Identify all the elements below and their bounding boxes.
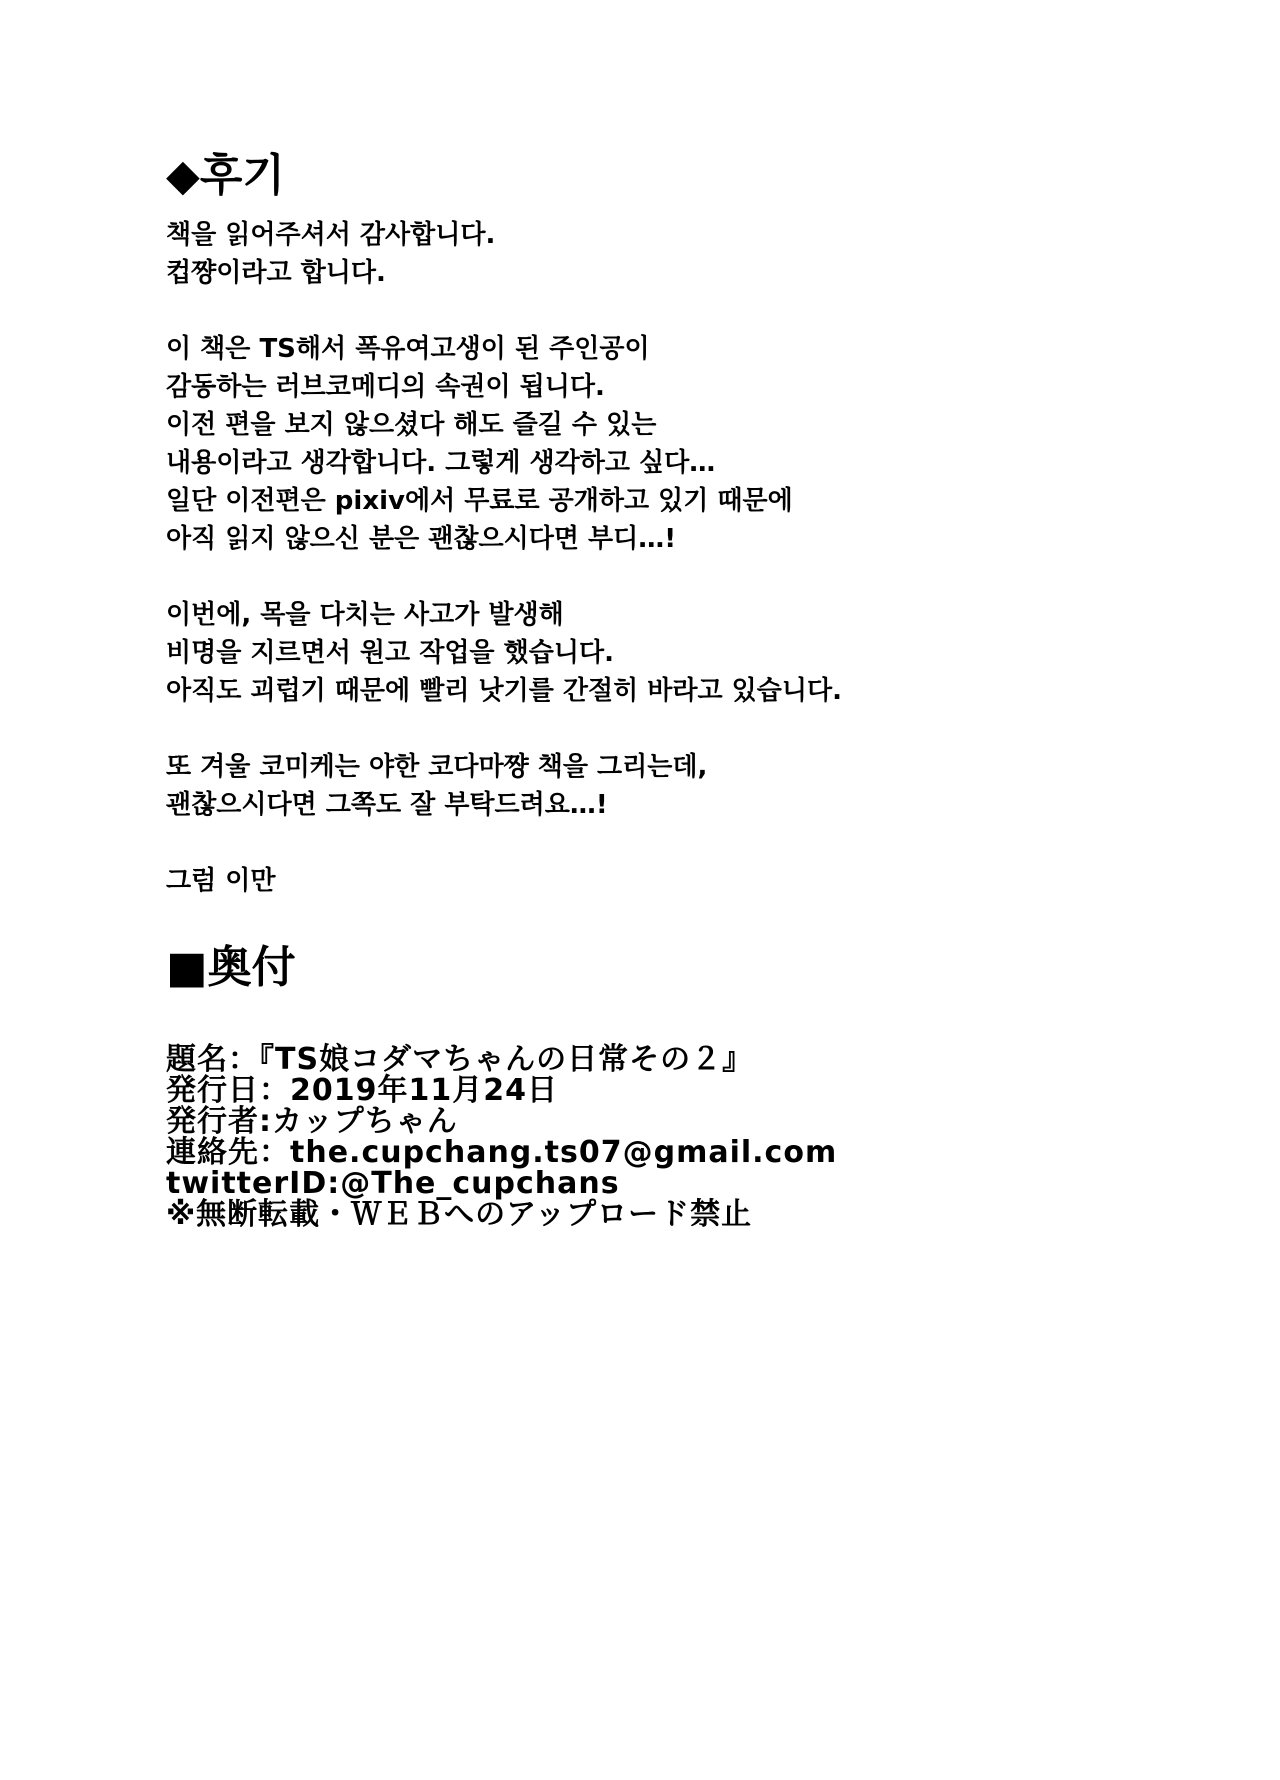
- text-line: 아직 읽지 않으신 분은 괜찮으시다면 부디…!: [166, 524, 677, 554]
- text-line: 컵쨩이라고 합니다.: [166, 258, 386, 288]
- text-line: 이전 편을 보지 않으셨다 해도 즐길 수 있는: [166, 410, 657, 440]
- colophon-notice: ※無断転載・ＷＥＢへのアップロード禁止: [166, 1197, 753, 1232]
- closing-line: 그럼 이만: [166, 866, 276, 896]
- text-line: 비명을 지르면서 원고 작업을 했습니다.: [166, 638, 614, 668]
- afterword-heading: ◆후기: [166, 150, 285, 201]
- afterword-closing: [166, 862, 1166, 900]
- afterword-paragraph-4: [166, 748, 1166, 824]
- colophon-title: 題名：『TS娘コダマちゃんの日常その２』: [166, 1042, 754, 1077]
- text-line: 내용이라고 생각합니다. 그렇게 생각하고 싶다…: [166, 448, 716, 478]
- text-line: 아직도 괴럽기 때문에 빨리 낫기를 간절히 바라고 있습니다.: [166, 676, 843, 706]
- colophon-block: [166, 1044, 1166, 1230]
- text-line: 이 책은 TS해서 폭유여고생이 된 주인공이: [166, 334, 650, 364]
- colophon-heading: ■奥付: [166, 942, 296, 993]
- document-page: [166, 150, 1166, 1230]
- afterword-paragraph-3: [166, 596, 1166, 710]
- text-line: 이번에, 목을 다치는 사고가 발생해: [166, 600, 564, 630]
- colophon-contact: 連絡先：the.cupchang.ts07@gmail.com: [166, 1135, 838, 1170]
- afterword-paragraph-2: [166, 330, 1166, 558]
- colophon-twitter: twitterID:@The_cupchans: [166, 1166, 620, 1201]
- text-line: 또 겨울 코미케는 야한 코다마쨩 책을 그리는데,: [166, 752, 708, 782]
- text-line: 일단 이전편은 pixiv에서 무료로 공개하고 있기 때문에: [166, 486, 793, 516]
- text-line: 괜찮으시다면 그쪽도 잘 부탁드려요…!: [166, 790, 608, 820]
- text-line: 책을 읽어주셔서 감사합니다.: [166, 220, 496, 250]
- text-line: 감동하는 러브코메디의 속권이 됩니다.: [166, 372, 605, 402]
- colophon-publisher: 発行者:カップちゃん: [166, 1104, 458, 1139]
- afterword-paragraph-1: [166, 216, 1166, 292]
- colophon-date: 発行日：2019年11月24日: [166, 1073, 558, 1108]
